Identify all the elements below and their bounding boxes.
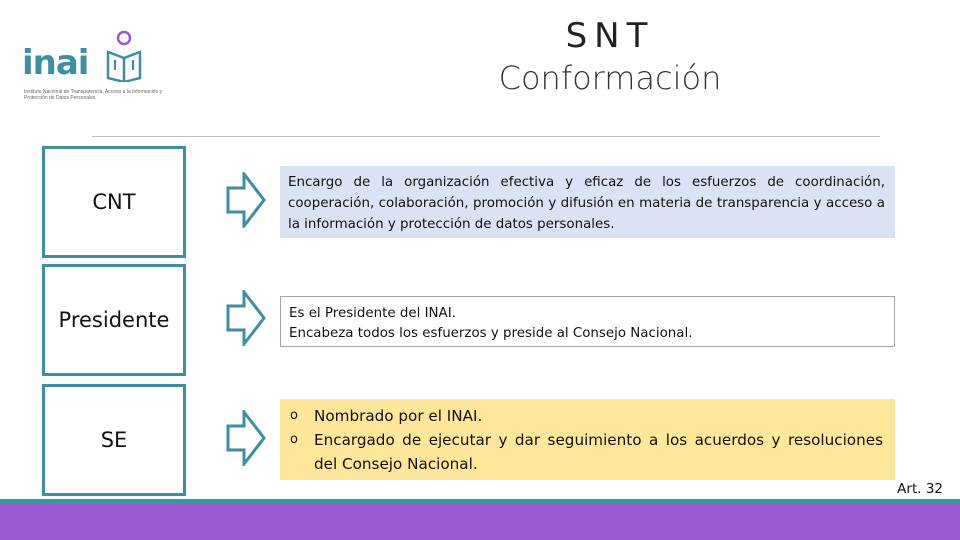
bullet-icon: o (290, 432, 298, 447)
description-cnt (280, 166, 895, 238)
description-presidente-line-2: Encabeza todos los esfuerzos y preside al Consejo Nacional. (289, 326, 693, 341)
arrow-right-icon (226, 410, 266, 466)
label-se: SE (100, 428, 128, 452)
description-se (280, 399, 895, 480)
bullet-icon: o (290, 408, 298, 423)
label-box-cnt (42, 146, 186, 258)
page-subtitle: Conformación (498, 59, 722, 97)
label-presidente: Presidente (58, 308, 170, 332)
list-item (290, 404, 883, 428)
arrow-right-icon (226, 290, 266, 346)
header-divider (92, 136, 880, 137)
logo-caption: Instituto Nacional de Transparencia, Acceso a la Información y Protección de Datos Personales (24, 89, 163, 101)
inai-logo (22, 30, 162, 110)
arrow-right-icon (226, 172, 266, 228)
list-item (290, 428, 883, 476)
article-reference: Art. 32 (897, 481, 943, 497)
bullet-text: Nombrado por el INAI. (314, 407, 483, 425)
label-box-se (42, 384, 186, 496)
title-block (440, 14, 780, 98)
description-cnt-text: Encargo de la organización efectiva y eficaz de los esfuerzos de coordinación, cooperación, colaboración, promoción y difusión en materia de transparencia y acceso a la información y protección de datos personales. (288, 175, 885, 232)
se-bullet-list (290, 404, 883, 476)
logo-wordmark: inai (22, 43, 89, 83)
book-person-icon (104, 30, 144, 82)
label-box-presidente (42, 264, 186, 376)
description-presidente (280, 296, 895, 347)
description-presidente-line-1: Es el Presidente del INAI. (289, 306, 456, 321)
footer-band (0, 503, 960, 540)
label-cnt: CNT (92, 190, 136, 214)
page-title: SNT (565, 16, 655, 56)
bullet-text: Encargado de ejecutar y dar seguimiento a los acuerdos y resoluciones del Consejo Nacional. (314, 431, 883, 473)
